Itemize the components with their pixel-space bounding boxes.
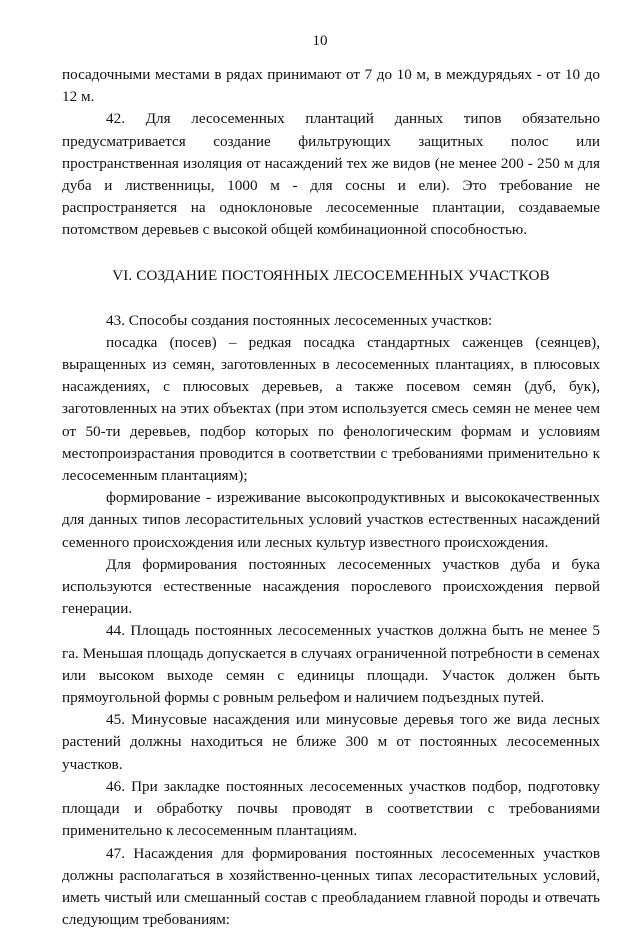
paragraph-46: 46. При закладке постоянных лесосеменных участков подбор, подготовку площади и обработку почвы проводят в соответствии с требованиями применительно к лесосеменным плантациям. (62, 776, 600, 843)
paragraph-44: 44. Площадь постоянных лесосеменных участков должна быть не менее 5 га. Меньшая площадь допускается в случаях ограниченной потребности в семенах или высоком выходе семян с единицы площади. Участок должен быть прямоугольной формы с ровным рельефом и наличием подъездных путей. (62, 620, 600, 709)
section-heading: VI. СОЗДАНИЕ ПОСТОЯННЫХ ЛЕСОСЕМЕННЫХ УЧАСТКОВ (62, 265, 600, 287)
paragraph-42: 42. Для лесосеменных плантаций данных типов обязательно предусматривается создание фильтрующих защитных полос или пространственная изоляция от насаждений тех же видов (не менее 200 - 250 м для дуба и лиственницы, 1000 м - для сосны и ели). Это требование не распространяется на одноклоновые лесосеменные плантации, создаваемые потомством деревьев с высокой общей комбинационной способностью. (62, 108, 600, 241)
page-number: 10 (0, 33, 640, 50)
paragraph-forming: формирование - изреживание высокопродуктивных и высококачественных для данных типов лесорастительных условий участков естественных насаждений семенного происхождения или лесных культур известного происхождения. (62, 487, 600, 554)
paragraph-47: 47. Насаждения для формирования постоянных лесосеменных участков должны располагаться в хозяйственно-ценных типах лесорастительных условий, иметь чистый или смешанный состав с преобладанием главной породы и отвечать следующим требованиям: (62, 843, 600, 931)
paragraph-43: 43. Способы создания постоянных лесосеменных участков: (62, 310, 600, 332)
paragraph-planting: посадка (посев) – редкая посадка стандартных саженцев (сеянцев), выращенных из семян, заготовленных в лесосеменных плантациях, в плюсовых насаждениях, с плюсовых деревьев, а также посевом семян (дуб, бук), заготовленных на этих объектах (при этом используется смесь семян не менее чем от 50-ти деревьев, подбор которых по фенологическим формам и условиям местопроизрастания проводится в соответствии с требованиями применительно к лесосеменным плантациям); (62, 332, 600, 487)
paragraph-continuation: посадочными местами в рядах принимают от 7 до 10 м, в междурядьях - от 10 до 12 м. (62, 64, 600, 108)
document-body (62, 64, 600, 931)
paragraph-45: 45. Минусовые насаждения или минусовые деревья того же вида лесных растений должны находиться не ближе 300 м от постоянных лесосеменных участков. (62, 709, 600, 776)
paragraph-oak-beech: Для формирования постоянных лесосеменных участков дуба и бука используются естественные насаждения порослевого происхождения первой генерации. (62, 554, 600, 621)
